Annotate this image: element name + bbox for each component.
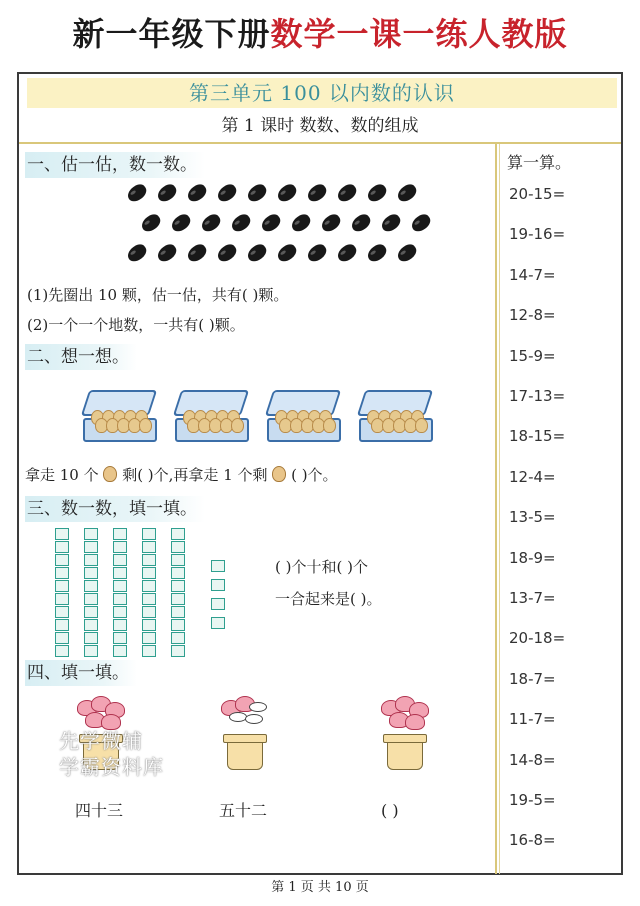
unit-cube — [55, 541, 69, 553]
flower-pot-icon — [375, 696, 435, 774]
calc-item: 19-5= — [509, 791, 556, 809]
unit-cube — [142, 632, 156, 644]
unit-cube — [84, 528, 98, 540]
page-footer: 第 1 页 共 10 页 — [271, 880, 369, 895]
calc-item: 13-5= — [509, 508, 556, 527]
worksheet-frame — [17, 72, 623, 875]
calc-heading: 算一算。 — [507, 153, 572, 172]
bean-icon — [215, 242, 239, 265]
calc-item: 18-9= — [509, 548, 556, 567]
calc-item: 11-7= — [509, 710, 556, 729]
egg-icon — [272, 466, 286, 482]
unit-cube — [55, 606, 69, 618]
bean-icon — [319, 212, 343, 235]
bean-icon — [229, 212, 253, 235]
flower-icon — [405, 714, 425, 730]
unit-cube — [113, 541, 127, 553]
pot-label-1: 四十三 — [75, 801, 124, 820]
unit-cube — [142, 554, 156, 566]
bean-icon — [155, 182, 179, 205]
calc-item: 20-15= — [509, 185, 566, 203]
unit-cube — [84, 606, 98, 618]
unit-cube — [84, 554, 98, 566]
bean-icon — [409, 212, 433, 235]
egg-icon — [415, 418, 428, 433]
unit-cube — [113, 632, 127, 644]
unit-cube — [84, 541, 98, 553]
unit-cube — [55, 567, 69, 579]
bean-icon — [245, 182, 269, 205]
unit-cube — [84, 567, 98, 579]
pot-label-3: ( ) — [381, 801, 399, 820]
section2-question — [25, 464, 338, 486]
unit-cube — [55, 580, 69, 592]
unit-cube — [171, 541, 185, 553]
bean-icon — [365, 242, 389, 265]
egg-box-icon — [357, 390, 433, 442]
calc-item: 18-15= — [509, 427, 566, 446]
bean-icon — [335, 182, 359, 205]
egg-icon — [139, 418, 152, 433]
calc-item: 16-8= — [509, 831, 556, 850]
section1-question2: (2)一个一个地数，一共有( )颗。 — [27, 316, 245, 334]
unit-cube — [171, 567, 185, 579]
unit-cube — [171, 632, 185, 644]
pot-rim — [223, 734, 267, 743]
bean-icon — [199, 212, 223, 235]
unit-cube — [142, 528, 156, 540]
section2-text-b: 剩( )个,再拿走 1 个剩 — [122, 466, 268, 484]
calc-item: 14-8= — [509, 750, 556, 769]
unit-cube — [113, 554, 127, 566]
calc-item: 12-4= — [509, 467, 556, 486]
section2-text-c: ( )个。 — [291, 466, 338, 484]
watermark — [59, 728, 164, 780]
section1-question1: (1)先圈出 10 颗，估一估，共有( )颗。 — [27, 286, 289, 304]
bean-icon — [245, 242, 269, 265]
watermark-line2: 学霸资料库 — [59, 755, 164, 779]
bean-icon — [349, 212, 373, 235]
unit-cube — [171, 606, 185, 618]
unit-cube — [211, 560, 225, 572]
unit-cube — [84, 593, 98, 605]
unit-cube — [142, 606, 156, 618]
unit-cube — [171, 645, 185, 657]
section1-heading: 一、估一估，数一数。 — [25, 152, 205, 178]
bean-icon — [395, 182, 419, 205]
unit-cube — [171, 619, 185, 631]
unit-cube — [171, 528, 185, 540]
column-divider — [495, 144, 497, 874]
flower-pot-icon — [215, 696, 275, 774]
bean-icon — [305, 182, 329, 205]
bean-icon — [289, 212, 313, 235]
title-subject: 数学一课一练人教版 — [270, 15, 568, 53]
bean-icon — [155, 242, 179, 265]
unit-cube — [142, 567, 156, 579]
unit-cube — [55, 528, 69, 540]
unit-cube — [113, 528, 127, 540]
bean-icon — [305, 242, 329, 265]
ten-rod — [113, 528, 127, 658]
unit-cube — [55, 554, 69, 566]
calc-item: 18-7= — [509, 669, 556, 688]
unit-cube — [142, 541, 156, 553]
unit-cube — [211, 598, 225, 610]
section3-line2: 一合起来是( )。 — [275, 590, 382, 608]
unit-banner: 第三单元 100 以内数的认识 — [27, 78, 617, 108]
bean-icon — [335, 242, 359, 265]
bean-icon — [379, 212, 403, 235]
single-cubes-illustration — [211, 560, 225, 636]
calc-item: 19-16= — [509, 225, 566, 244]
unit-cube — [55, 632, 69, 644]
header-divider — [19, 142, 621, 144]
unit-cube — [55, 593, 69, 605]
column-divider-inner — [499, 144, 500, 874]
bean-icon — [275, 242, 299, 265]
unit-cube — [171, 580, 185, 592]
bean-icon — [395, 242, 419, 265]
unit-cube — [211, 579, 225, 591]
bean-icon — [215, 182, 239, 205]
unit-cube — [55, 619, 69, 631]
bean-icon — [125, 182, 149, 205]
unit-cube — [84, 645, 98, 657]
unit-cube — [113, 606, 127, 618]
bean-icon — [365, 182, 389, 205]
unit-cube — [84, 632, 98, 644]
unit-cube — [113, 645, 127, 657]
bean-icon — [139, 212, 163, 235]
unit-cube — [55, 645, 69, 657]
unit-cube — [171, 554, 185, 566]
unit-cube — [113, 619, 127, 631]
bean-icon — [259, 212, 283, 235]
unit-cube — [113, 567, 127, 579]
egg-box-icon — [81, 390, 157, 442]
bean-icon — [125, 242, 149, 265]
bean-icon — [185, 242, 209, 265]
calc-item: 20-18= — [509, 629, 566, 648]
page-title — [0, 0, 640, 68]
unit-cube — [171, 593, 185, 605]
unit-cube — [113, 580, 127, 592]
ten-rod — [142, 528, 156, 658]
egg-box-icon — [265, 390, 341, 442]
bean-icon — [185, 182, 209, 205]
egg-icon — [231, 418, 244, 433]
calc-item: 13-7= — [509, 589, 556, 607]
section3-line1: ( )个十和( )个 — [275, 558, 368, 576]
section2-heading: 二、想一想。 — [25, 344, 137, 370]
unit-cube — [84, 619, 98, 631]
calc-item: 12-8= — [509, 306, 556, 325]
section3-heading: 三、数一数，填一填。 — [25, 496, 205, 522]
section4-heading: 四、填一填。 — [25, 660, 137, 686]
title-grade: 新一年级下册 — [72, 15, 271, 53]
egg-icon — [103, 466, 117, 482]
ten-rod — [171, 528, 185, 658]
section2-text-a: 拿走 10 个 — [25, 466, 99, 484]
calc-item: 15-9= — [509, 346, 556, 365]
unit-cube — [84, 580, 98, 592]
egg-icon — [323, 418, 336, 433]
unit-cube — [142, 645, 156, 657]
ten-rod — [55, 528, 69, 658]
bean-icon — [169, 212, 193, 235]
bean-icon — [275, 182, 299, 205]
unit-cube — [142, 580, 156, 592]
leaf-icon — [245, 714, 263, 724]
pot-label-2: 五十二 — [219, 801, 268, 820]
pot-rim — [383, 734, 427, 743]
calc-item: 14-7= — [509, 265, 556, 284]
watermark-line1: 先学微辅 — [59, 729, 143, 753]
leaf-icon — [249, 702, 267, 712]
lesson-title: 第 1 课时 数数、数的组成 — [221, 116, 419, 136]
calc-item: 17-13= — [509, 387, 566, 405]
unit-cube — [211, 617, 225, 629]
unit-cube — [142, 619, 156, 631]
unit-cube — [113, 593, 127, 605]
egg-box-icon — [173, 390, 249, 442]
ten-rod — [84, 528, 98, 658]
unit-cube — [142, 593, 156, 605]
